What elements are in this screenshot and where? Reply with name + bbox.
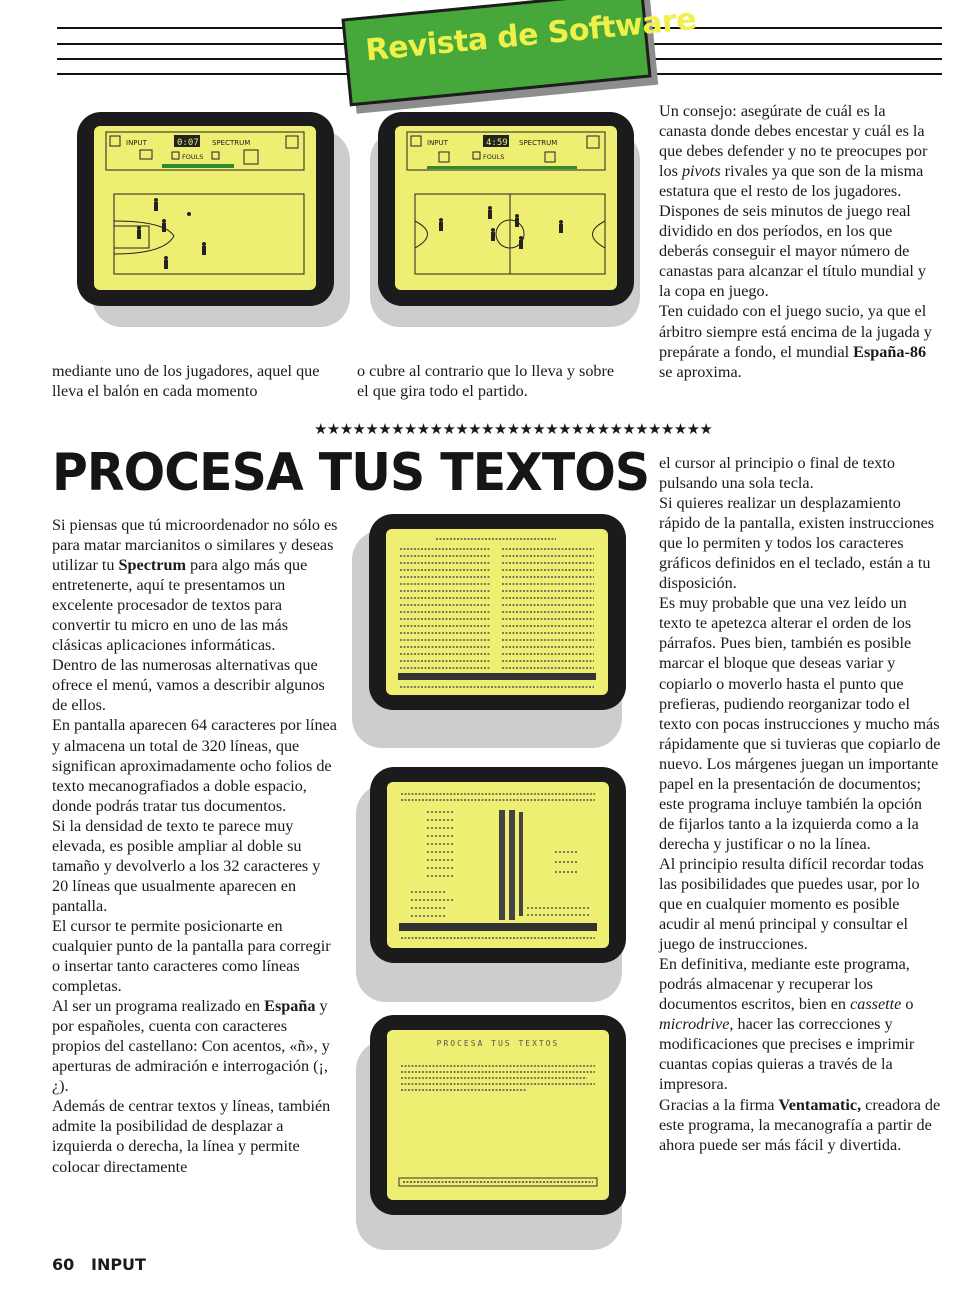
hud-fouls-label: FOULS (182, 153, 204, 161)
game-screenshot-2 (378, 112, 634, 306)
paragraph: Además de centrar textos y líneas, también admite la posibilidad de desplazar a izquierda o derecha, la línea y permite colocar directamente (52, 1097, 331, 1176)
strong: España-86 (853, 342, 927, 361)
paragraph: Es muy probable que una vez leído un texto te apetezca alterar el orden de los párrafos. Pues bien, también es posible marcar el bloque que deseas variar y copiarlo o moverlo hasta el punto que prefieras, pudiendo reorganizar todo el texto con pocas instrucciones y mucho más rápidamente que si tuvieras que copiarlo de nuevo. Los márgenes juegan un importante papel en la presentación de documentos; este programa incluye también la opción de fijarlos tanto a la izquierda como a la derecha y justificar o no la línea. (659, 594, 941, 853)
magazine-name: INPUT (90, 1255, 146, 1274)
text-run: rivales ya que son de la misma estatura que el resto de los jugadores. (659, 162, 924, 201)
editor-title: PROCESA TUS TEXTOS (436, 1039, 560, 1048)
paragraph: El cursor te permite posicionarte en cualquier punto de la pantalla para corregir o insertar tanto caracteres como líneas completas. (52, 916, 331, 996)
text-run: Un consejo: asegúrate de cuál es la canasta donde debes encestar y cuál es la que debes defender y no te preocupes por los (659, 102, 928, 181)
page-footer (52, 1255, 146, 1274)
section-banner (341, 0, 698, 106)
emphasis: microdrive, (659, 1015, 734, 1034)
emphasis: cassette (850, 995, 902, 1014)
caption-middle-text: o cubre al contrario que lo lleva y sobre el que gira todo el partido. (357, 362, 615, 401)
wordprocessor-screenshot-1 (369, 514, 626, 710)
paragraph: Al principio resulta difícil recordar todas las posibilidades que puedes usar, por lo que en cualquier momento es posible acudir al menú principal y consultar el juego de instrucciones. (659, 854, 924, 954)
section-title: Revista de Software (364, 1, 698, 69)
top-right-column (659, 101, 936, 382)
document-editor-drawing (387, 1030, 609, 1200)
paragraph (52, 515, 338, 655)
text-run: hacer las correcciones y modificaciones que precises e imprimir cuantas copias quieras a través de la impresora. (659, 1015, 915, 1094)
wordprocessor-screen (386, 529, 608, 695)
wordprocessor-screen (387, 1030, 609, 1200)
text-run: Si piensas que tú microordenador no sólo es para matar marcianitos o similares y deseas utilizar tu (52, 516, 338, 575)
svg-text:SPECTRUM: SPECTRUM (519, 139, 558, 147)
strong: España (264, 997, 316, 1016)
paragraph (659, 101, 936, 201)
paragraph (659, 301, 936, 381)
article-title: PROCESA TUS TEXTOS (52, 443, 650, 503)
wordprocessor-screenshot-2 (370, 767, 626, 963)
paragraph (52, 996, 338, 1096)
graphic-chars-drawing (387, 782, 609, 948)
paragraph (659, 954, 941, 1094)
caption-middle (357, 361, 619, 401)
wordprocessor-screenshot-3 (370, 1015, 626, 1215)
emphasis: pivots (681, 162, 721, 181)
text-run: En definitiva, mediante este programa, podrás almacenar y recuperar los documentos escritos, bien en (659, 955, 910, 1014)
paragraph: Si quieres realizar un desplazamiento rápido de la pantalla, existen instrucciones que lo permiten y todos los caracteres gráficos definidos en el teclado, están a tu disposición. (659, 494, 935, 593)
article-right-column (659, 453, 941, 1155)
basketball-court-drawing (94, 126, 316, 290)
text-run: se aproxima. (659, 362, 742, 381)
svg-text:INPUT: INPUT (427, 139, 448, 147)
hud-input-label: INPUT (126, 139, 147, 147)
caption-left-text: mediante uno de los jugadores, aquel que lleva el balón en cada momento (52, 362, 320, 401)
hud-spectrum-label: SPECTRUM (212, 139, 251, 147)
caption-left (52, 361, 337, 401)
game-screen (94, 126, 316, 290)
paragraph: Dispones de seis minutos de juego real dividido en dos períodos, en los que deberás conseguir el mayor número de canastas para alcanzar el título mundial y la copa en juego. (659, 202, 926, 301)
text-run: y por españoles, cuenta con caracteres propios del castellano: Con acentos, «ñ», y aperturas de admiración e interrogación (¡, ¿). (52, 997, 330, 1096)
instruction-table-drawing (386, 529, 608, 695)
text-run: Ten cuidado con el juego sucio, ya que el árbitro siempre está encima de la jugada y prepárate a fondo, el mundial (659, 302, 932, 361)
text-run: para algo más que entretenerte, aquí te presentamos un excelente procesador de textos para convertir tu micro en uno de las más clásicas aplicaciones informáticas. (52, 556, 308, 655)
paragraph: En pantalla aparecen 64 caracteres por línea y almacena un total de 320 líneas, que significan aproximadamente ocho folios de texto mecanografiados a doble espacio, donde podrás tratar tus documentos. (52, 716, 337, 815)
strong: Ventamatic, (778, 1095, 862, 1114)
svg-text:0:07: 0:07 (177, 138, 199, 148)
star-divider: ★★★★★★★★★★★★★★★★★★★★★★★★★★★★★★★ (314, 420, 713, 438)
basketball-court-drawing (395, 126, 617, 290)
text-run: o (901, 995, 914, 1014)
text-run: Al ser un programa realizado en (52, 997, 265, 1016)
game-screenshot-1 (77, 112, 334, 306)
article-left-column (52, 515, 338, 1177)
game-screen (395, 126, 617, 290)
wordprocessor-screen (387, 782, 609, 948)
svg-text:FOULS: FOULS (483, 153, 505, 161)
page-number: 60 (52, 1255, 75, 1274)
paragraph: el cursor al principio o final de texto pulsando una sola tecla. (659, 454, 895, 493)
strong: Spectrum (118, 556, 186, 575)
paragraph (659, 1095, 941, 1155)
text-run: Gracias a la firma (659, 1095, 779, 1114)
svg-text:4:59: 4:59 (486, 138, 508, 148)
text-run: creadora de este programa, la mecanografía a partir de ahora puede ser más fácil y divertida. (659, 1095, 941, 1154)
paragraph: Si la densidad de texto te parece muy elevada, es posible ampliar al doble su tamaño y devolverlo a los 32 caracteres y 20 líneas que usualmente aparecen en pantalla. (52, 816, 321, 915)
paragraph: Dentro de las numerosas alternativas que ofrece el menú, vamos a describir algunos de ellos. (52, 656, 325, 715)
